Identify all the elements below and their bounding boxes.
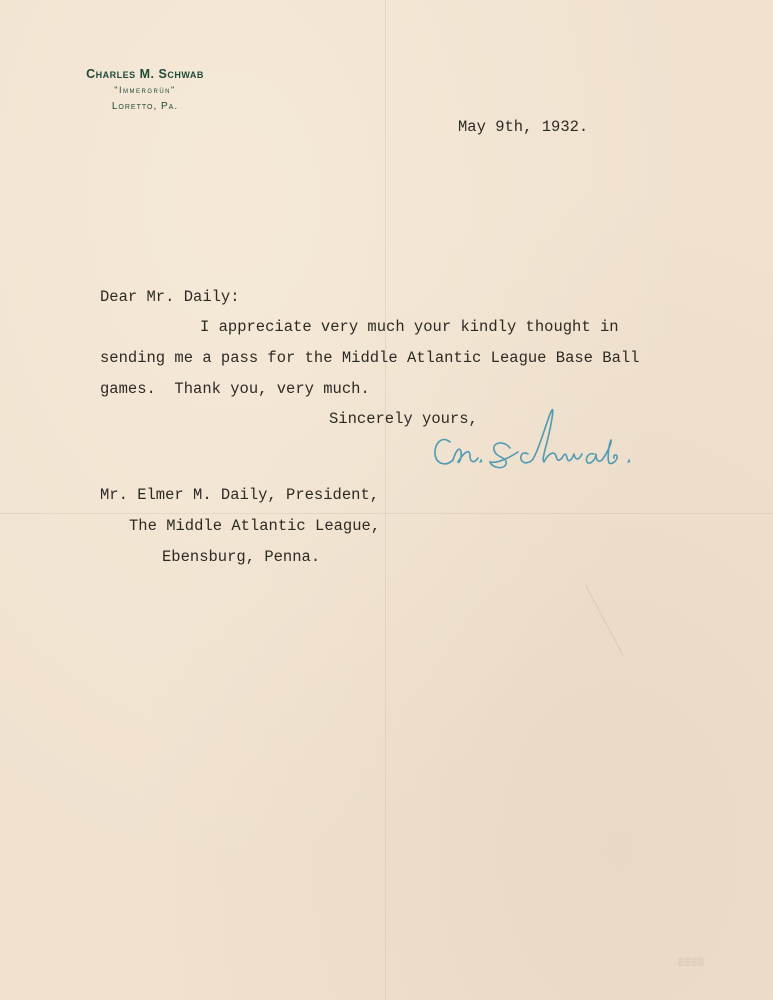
letter-date: May 9th, 1932.	[458, 118, 589, 136]
recipient-organization-line: The Middle Atlantic League,	[129, 517, 381, 535]
body-line: sending me a pass for the Middle Atlantic League Base Ball	[100, 349, 640, 367]
paper-fold-vertical	[385, 0, 386, 1000]
recipient-location-line: Ebensburg, Penna.	[162, 548, 321, 566]
handwritten-signature	[428, 402, 650, 480]
paper-fold-horizontal	[0, 513, 773, 514]
archive-mark: ▒▒▒▒	[678, 957, 705, 966]
letterhead	[40, 66, 250, 116]
salutation: Dear Mr. Daily:	[100, 288, 240, 306]
body-line: I appreciate very much your kindly thought in	[200, 318, 619, 336]
body-line: games. Thank you, very much.	[100, 380, 370, 398]
recipient-name-line: Mr. Elmer M. Daily, President,	[100, 486, 380, 504]
letterhead-estate: "Immergrün"	[114, 85, 176, 95]
letterhead-name: Charles M. Schwab	[86, 67, 204, 81]
paper-crease	[585, 585, 623, 656]
closing: Sincerely yours,	[329, 410, 478, 428]
letterhead-place: Loretto, Pa.	[111, 101, 179, 112]
